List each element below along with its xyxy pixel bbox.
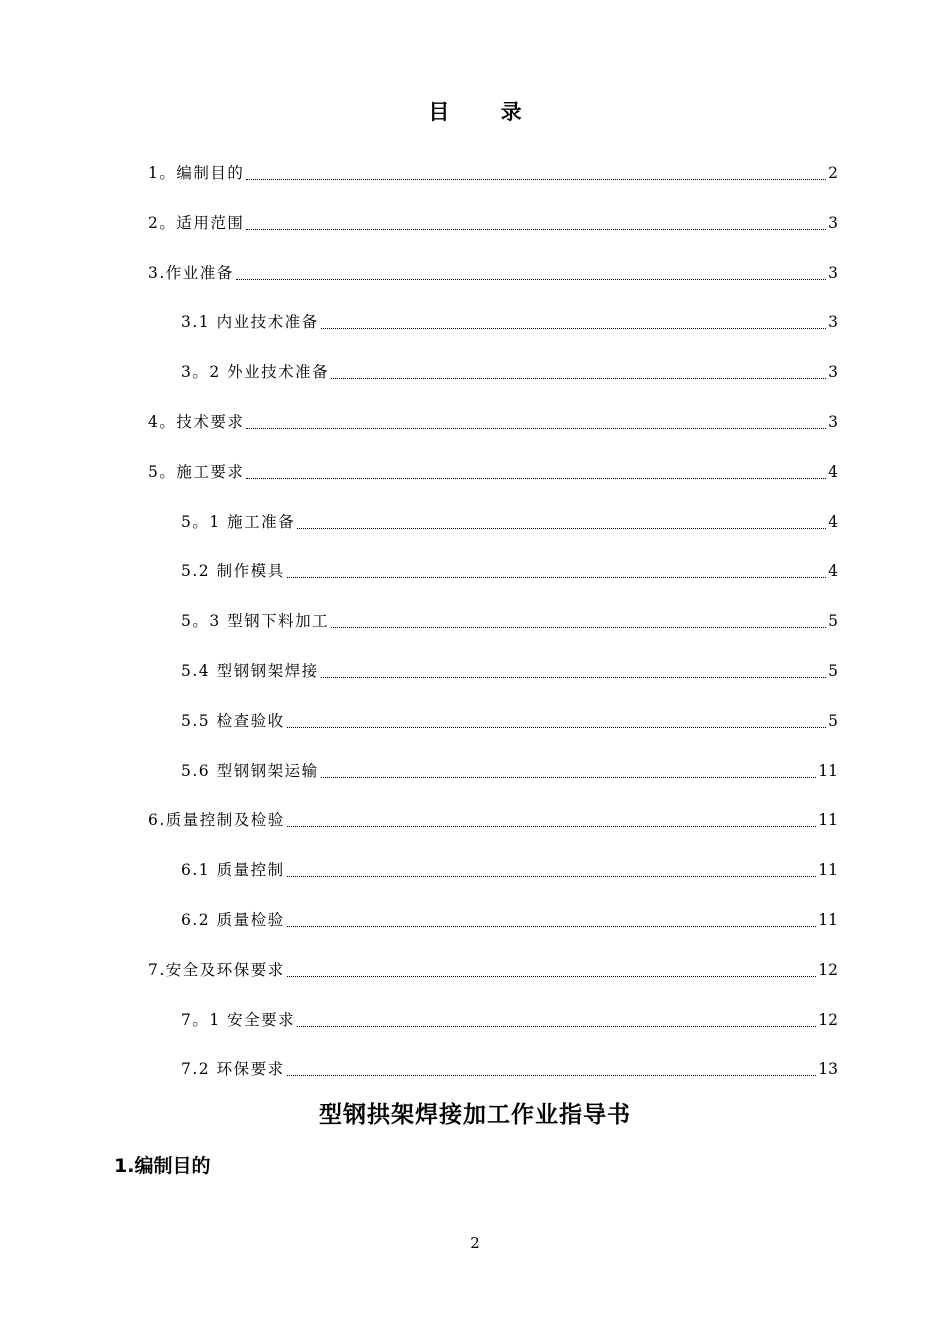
toc-entry[interactable] [148,459,838,509]
toc-dot-leader [236,260,826,280]
toc-entry-label: 3.1 内业技术准备 [181,313,319,332]
toc-dot-leader [331,359,826,379]
toc-entry-page: 3 [828,363,838,382]
toc-entry-page: 3 [828,213,838,232]
toc-entry-page: 3 [828,313,838,332]
toc-entry-label: 7.安全及环保要求 [148,960,285,979]
toc-entry[interactable] [148,260,838,310]
toc-dot-leader [321,309,827,329]
toc-entry[interactable] [148,758,838,808]
toc-dot-leader [287,857,817,877]
toc-entry-label: 5.5 检查验收 [181,711,285,730]
toc-entry[interactable] [148,957,838,1007]
toc-entry-page: 13 [818,1060,838,1079]
toc-entry-label: 1。编制目的 [148,164,245,182]
toc-entry-page: 3 [828,412,838,431]
toc-entry-label: 3。2 外业技术准备 [181,363,330,382]
toc-entry-label: 5.6 型钢钢架运输 [181,761,319,780]
toc-entry[interactable] [148,509,838,559]
section-heading: 1.编制目的 [114,1155,211,1177]
toc-entry[interactable] [148,857,838,907]
toc-entry-page: 5 [828,711,838,730]
toc-entry-label: 5.4 型钢钢架焊接 [181,661,319,680]
toc-entry-page: 2 [828,164,838,182]
toc-entry-page: 12 [818,960,838,979]
toc-dot-leader [287,708,827,728]
toc-entry[interactable] [148,907,838,957]
toc-entry[interactable] [148,309,838,359]
toc-entry[interactable] [148,807,838,857]
toc-entry-page: 4 [828,512,838,531]
toc-entry-label: 2。适用范围 [148,213,245,232]
toc-dot-leader [287,1056,817,1076]
toc-dot-leader [246,210,826,230]
toc-dot-leader [246,409,826,429]
toc-dot-leader [321,758,817,778]
toc-entry[interactable] [148,359,838,409]
toc-entry-page: 5 [828,612,838,631]
toc-entry-label: 6.质量控制及检验 [148,811,285,830]
toc-entry-label: 4。技术要求 [148,412,245,431]
toc-entry-label: 7。1 安全要求 [181,1010,296,1029]
toc-entry-label: 5。施工要求 [148,462,245,481]
toc-entry-page: 11 [818,811,838,830]
toc-dot-leader [287,957,816,977]
toc-entry[interactable] [148,210,838,260]
toc-entry[interactable] [148,608,838,658]
toc-list [148,160,838,1106]
toc-dot-leader [287,558,827,578]
toc-entry-label: 5.2 制作模具 [181,562,285,581]
document-title: 型钢拱架焊接加工作业指导书 [319,1101,631,1128]
toc-dot-leader [297,1007,816,1027]
toc-entry-label: 6.1 质量控制 [181,861,285,880]
toc-dot-leader [287,907,817,927]
toc-dot-leader [297,509,826,529]
toc-entry[interactable] [148,708,838,758]
toc-entry-page: 11 [818,910,838,929]
toc-dot-leader [331,608,826,628]
toc-entry-label: 6.2 质量检验 [181,910,285,929]
toc-entry[interactable] [148,558,838,608]
toc-entry-page: 12 [818,1010,838,1029]
toc-entry[interactable] [148,160,838,210]
toc-entry[interactable] [148,658,838,708]
toc-entry[interactable] [148,409,838,459]
toc-entry[interactable] [148,1007,838,1057]
toc-entry-page: 11 [818,861,838,880]
toc-entry-page: 4 [828,562,838,581]
toc-dot-leader [321,658,827,678]
toc-entry-page: 5 [828,661,838,680]
toc-dot-leader [246,459,826,479]
page-number: 2 [470,1234,480,1252]
toc-title: 目 录 [428,99,544,124]
toc-dot-leader [246,160,826,180]
toc-entry-page: 4 [828,462,838,481]
toc-entry-label: 7.2 环保要求 [181,1060,285,1079]
toc-entry-page: 11 [818,761,838,780]
toc-entry-label: 5。3 型钢下料加工 [181,612,330,631]
toc-entry-label: 3.作业准备 [148,263,234,282]
toc-dot-leader [287,807,816,827]
toc-entry-label: 5。1 施工准备 [181,512,296,531]
toc-entry-page: 3 [828,263,838,282]
